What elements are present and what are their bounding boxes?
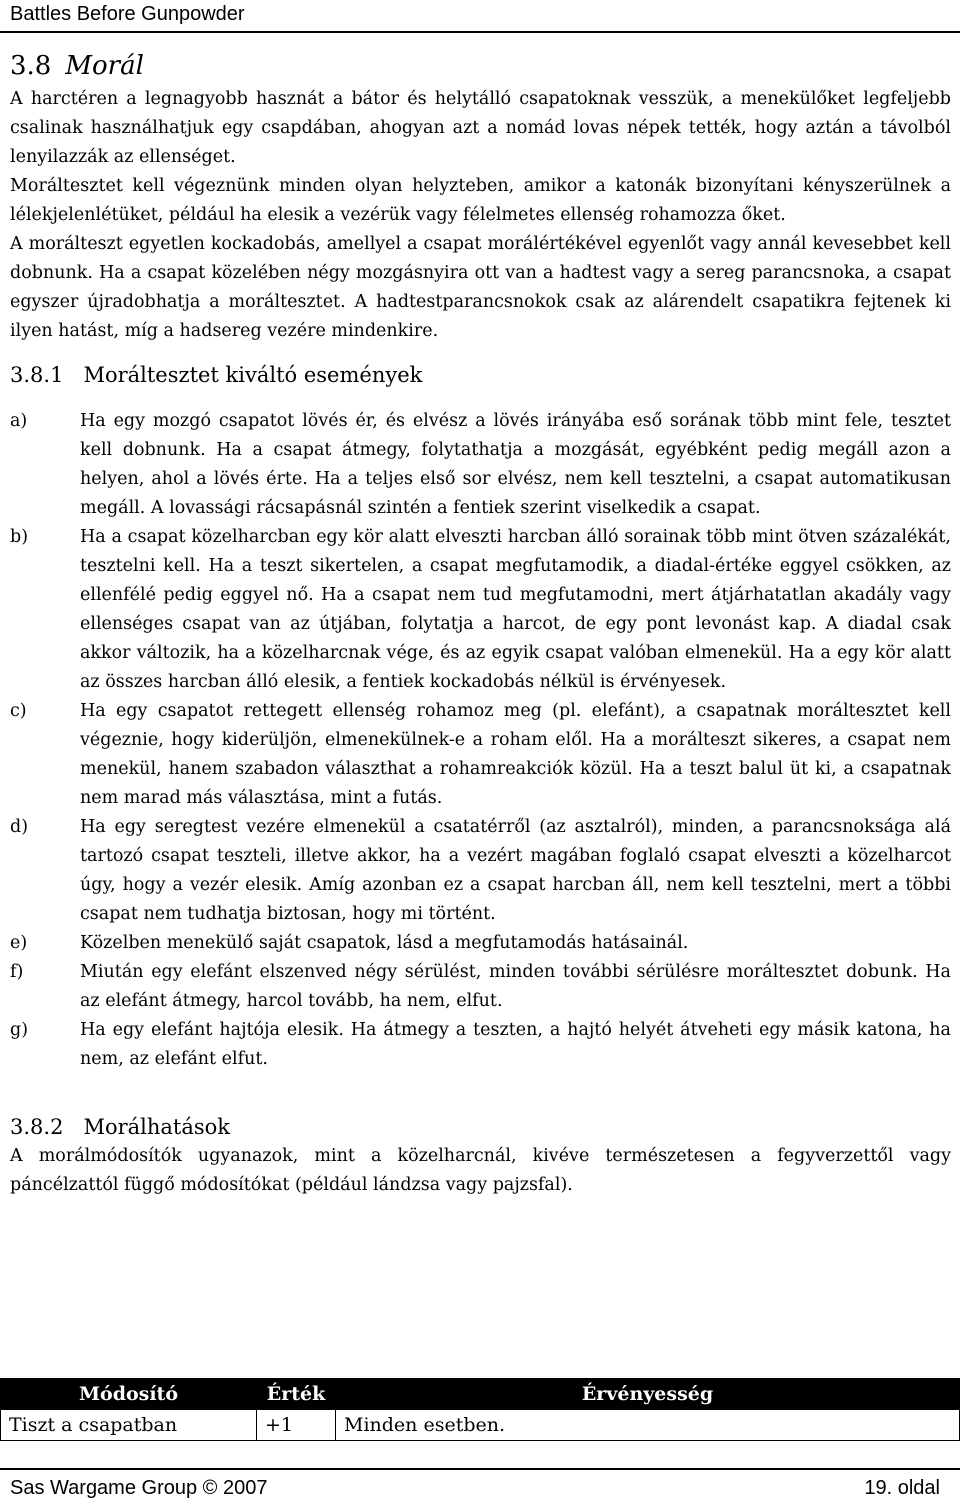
section-paragraph: A harctéren a legnagyobb hasznát a bátor és helytálló csapatoknak vesszük, a menekülőket legfeljebb csalinak használhatjuk egy csapdában, ahogyan azt a nomád lovas népek tették, hogy aztán a távolból lenyilazzák az ellenséget. — [10, 89, 951, 167]
list-text: Ha egy seregtest vezére elmenekül a csatatérről (az asztalról), minden, a parancsnoksága alá tartozó csapat teszteli, illetve akkor, ha a vezért magában foglaló csapat elveszti a közelharcot úgy, hogy a vezér elesik. Amíg azonban ez a csapat harcban áll, nem kell tesztelni, mert a többi csapat nem tudhatja biztosan, hogy mi történt. — [80, 817, 951, 924]
table-header-row — [1, 1379, 960, 1410]
trigger-list — [10, 407, 951, 1074]
list-marker: e) — [10, 933, 28, 953]
list-item — [10, 523, 951, 697]
section-number: 3.8 — [10, 51, 52, 81]
list-item — [10, 813, 951, 929]
subsection-paragraph: A morálmódosítók ugyanazok, mint a közelharcnál, kivéve természetesen a fegyverzettől vagy páncélzattól függő módosítókat (például lándzsa vagy pajzsfal). — [10, 1146, 951, 1195]
table-header-cell: Érték — [257, 1379, 336, 1410]
list-marker: f) — [10, 962, 24, 982]
list-marker: g) — [10, 1020, 29, 1040]
subsection-title: Moráltesztet kiváltó események — [83, 363, 423, 387]
section-paragraph: Moráltesztet kell végeznünk minden olyan helyzteben, amikor a katonák bizonyítani kényszerülnek a lélekjelenlétüket, például ha elesik a vezérük vagy félelmetes ellenség rohamozza őket. — [10, 176, 951, 225]
subsection-heading — [10, 1112, 951, 1142]
list-marker: a) — [10, 411, 28, 431]
list-item — [10, 697, 951, 813]
section-paragraph: A morálteszt egyetlen kockadobás, amellyel a csapat morálértékével egyenlőt vagy annál kevesebbet kell dobnunk. Ha a csapat közelében négy mozgásnyira ott van a hadtest vagy a sereg parancsnoka, a csapat egyszer újradobhatja a moráltesztet. A hadtestparancsnokok csak az alárendelt csapatikra fejtenek ki ilyen hatást, míg a hadsereg vezére mindenkire. — [10, 234, 951, 341]
list-item — [10, 407, 951, 523]
page-header-title: Battles Before Gunpowder — [10, 3, 245, 25]
list-text: Ha egy elefánt hajtója elesik. Ha átmegy a teszten, a hajtó helyét átveheti egy másik katona, ha nem, az elefánt elfut. — [80, 1020, 951, 1069]
list-text: Ha egy csapatot rettegett ellenség rohamoz meg (pl. elefánt), a csapatnak moráltesztet kell végeznie, hogy kiderüljön, elmenekülnek-e a roham elől. Ha a morálteszt sikeres, a csapat nem menekül, hanem szabadon választhat a rohamreakciók közül. Ha a teszt balul üt ki, a csapatnak nem marad más választása, mint a futás. — [80, 701, 951, 808]
list-item — [10, 929, 951, 958]
list-marker: d) — [10, 817, 29, 837]
document-body — [10, 44, 951, 1200]
section-heading — [10, 50, 951, 82]
list-item — [10, 1016, 951, 1074]
section-title: Morál — [65, 51, 144, 81]
subsection-heading — [10, 360, 951, 390]
list-text: Miután egy elefánt elszenved négy sérülést, minden további sérülésre moráltesztet dobunk. Ha az elefánt átmegy, harcol tovább, ha nem, elfut. — [80, 962, 951, 1011]
footer-copyright: Sas Wargame Group © 2007 — [10, 1477, 268, 1499]
list-text: Ha egy mozgó csapatot lövés ér, és elvész a lövés irányába eső sorának több mint fele, tesztet kell dobnunk. Ha a csapat átmegy, folytathatja a mozgását, egyébként pedig megáll azon a helyen, ahol a lövés érte. Ha a teljes első sor elvész, nem kell tesztelni, a csapat automatikusan megáll. A lovassági rácsapásnál szintén a fentiek szerint viselkedik a csapat. — [80, 411, 951, 518]
table-header-cell: Érvényesség — [336, 1379, 960, 1410]
subsection-number: 3.8.2 — [10, 1115, 64, 1139]
footer-page-number: 19. oldal — [864, 1477, 940, 1499]
table-cell: Tiszt a csapatban — [1, 1410, 257, 1441]
table-cell: +1 — [257, 1410, 336, 1441]
table-header-cell: Módosító — [1, 1379, 257, 1410]
modifier-table — [0, 1378, 960, 1441]
list-marker: c) — [10, 701, 27, 721]
header-divider — [0, 31, 960, 33]
list-text: Közelben menekülő saját csapatok, lásd a megfutamodás hatásainál. — [80, 933, 689, 953]
list-item — [10, 958, 951, 1016]
subsection-title: Morálhatások — [83, 1115, 231, 1139]
list-text: Ha a csapat közelharcban egy kör alatt elveszti harcban álló sorainak több mint ötven százalékát, tesztelni kell. Ha a teszt sikertelen, a csapat megfutamodik, a diadal-értéke eggyel csökken, az ellenfélé pedig eggyel nő. Ha a csapat nem tud megfutamodni, mert átjárhatatlan akadály vagy ellenséges csapat van az útjában, folytatja a harcot, de egy pont levonást kap. A diadal csak akkor változik, ha a közelharcnak vége, és az egyik csapat valóban elmenekül. Ha a egy kör alatt az összes harcban álló elesik, a fentiek kockadobás nélkül is érvényesek. — [80, 527, 951, 692]
table-cell: Minden esetben. — [336, 1410, 960, 1441]
subsection-number: 3.8.1 — [10, 363, 64, 387]
list-marker: b) — [10, 527, 29, 547]
footer-divider — [0, 1468, 960, 1470]
table-row — [1, 1410, 960, 1441]
